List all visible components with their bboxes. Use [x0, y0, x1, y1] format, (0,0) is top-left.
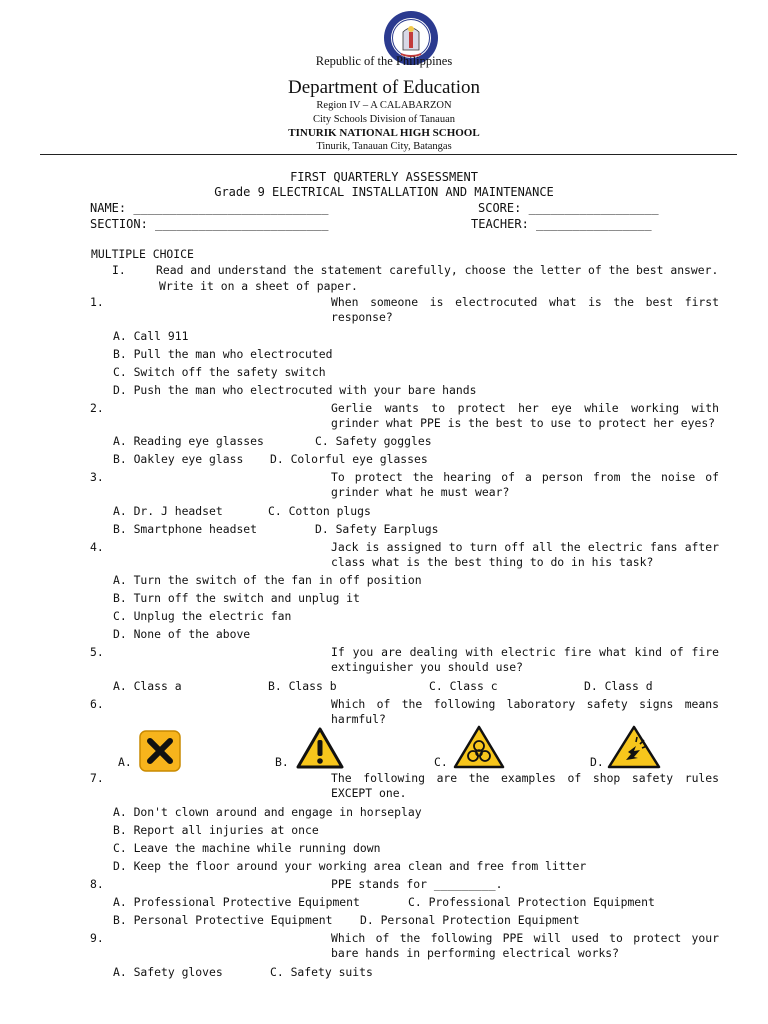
option-item: C. Safety suits — [270, 965, 373, 979]
question-number: 2. — [90, 401, 104, 415]
option-item: A. Turn the switch of the fan in off position — [113, 573, 422, 587]
option-item: B. Turn off the switch and unplug it — [113, 591, 360, 605]
option-item: C. Safety goggles — [315, 434, 432, 448]
department-title: Department of Education — [287, 77, 481, 98]
option-item: A. Don't clown around and engage in horseplay — [113, 805, 422, 819]
option-item: D. Colorful eye glasses — [270, 452, 428, 466]
name-field[interactable]: NAME: ___________________________ — [90, 201, 329, 215]
question-text: Which of the following PPE will used to protect your bare hands in performing electrical works? — [331, 931, 719, 960]
option-item: B. Personal Protective Equipment — [113, 913, 333, 927]
option-item: C. Leave the machine while running down — [113, 841, 381, 855]
question-number: 8. — [90, 877, 104, 891]
option-item: D. — [590, 755, 604, 769]
republic-line: Republic of the Philippines — [315, 54, 453, 68]
question-number: 3. — [90, 470, 104, 484]
question-text: Gerlie wants to protect her eye while working with grinder what PPE is the best to use to protect her eyes? — [331, 401, 719, 430]
option-item: D. None of the above — [113, 627, 251, 641]
question-number: 7. — [90, 771, 104, 785]
option-item: C. Class c — [429, 679, 498, 693]
option-item: B. Report all injuries at once — [113, 823, 319, 837]
option-item: A. Call 911 — [113, 329, 189, 343]
option-item: A. Dr. J headset — [113, 504, 223, 518]
biohazard-icon — [452, 724, 506, 770]
question-number: 6. — [90, 697, 104, 711]
option-item: C. — [434, 755, 448, 769]
exam-subject: Grade 9 ELECTRICAL INSTALLATION AND MAINTENANCE — [214, 185, 554, 199]
option-item: D. Safety Earplugs — [315, 522, 439, 536]
option-item: B. Pull the man who electrocuted — [113, 347, 333, 361]
question-text: When someone is electrocuted what is the best first response? — [331, 295, 719, 324]
question-number: 5. — [90, 645, 104, 659]
option-item: D. Class d — [584, 679, 653, 693]
option-item: A. Safety gloves — [113, 965, 223, 979]
question-text: To protect the hearing of a person from the noise of grinder what he must wear? — [331, 470, 719, 499]
option-item: C. Switch off the safety switch — [113, 365, 326, 379]
option-item: A. Professional Protective Equipment — [113, 895, 360, 909]
option-item: C. Professional Protection Equipment — [408, 895, 655, 909]
question-text: Jack is assigned to turn off all the electric fans after class what is the best thing to do in his task? — [331, 540, 719, 569]
section-field[interactable]: SECTION: ________________________ — [90, 217, 329, 231]
question-number: 4. — [90, 540, 104, 554]
section-type: MULTIPLE CHOICE — [91, 247, 194, 261]
instruction-line-1: Read and understand the statement carefully, choose the letter of the best answer. — [156, 263, 719, 277]
option-item: B. Smartphone headset — [113, 522, 258, 536]
option-item: B. — [275, 755, 289, 769]
option-item: A. Reading eye glasses — [113, 434, 264, 448]
school-address: Tinurik, Tanauan City, Batangas — [316, 141, 452, 152]
instruction-line-2: Write it on a sheet of paper. — [159, 279, 358, 293]
option-item: C. Cotton plugs — [268, 504, 371, 518]
question-number: 9. — [90, 931, 104, 945]
question-text: If you are dealing with electric fire what kind of fire extinguisher you should use? — [331, 645, 719, 674]
option-item: C. Unplug the electric fan — [113, 609, 292, 623]
division-line: City Schools Division of Tanauan — [313, 114, 455, 125]
region-line: Region IV – A CALABARZON — [316, 100, 452, 111]
question-text: The following are the examples of shop safety rules EXCEPT one. — [331, 771, 719, 800]
header-divider — [40, 154, 737, 155]
harmful-x-icon — [137, 728, 183, 774]
school-name: TINURIK NATIONAL HIGH SCHOOL — [288, 127, 480, 139]
score-field[interactable]: SCORE: __________________ — [478, 201, 659, 215]
question-text: PPE stands for _________. — [331, 877, 503, 891]
exclamation-warning-icon — [295, 726, 345, 770]
option-item: A. — [118, 755, 132, 769]
exam-title: FIRST QUARTERLY ASSESSMENT — [290, 170, 478, 184]
question-number: 1. — [90, 295, 104, 309]
explosive-icon — [606, 724, 662, 770]
option-item: B. Class b — [268, 679, 337, 693]
option-item: D. Push the man who electrocuted with your bare hands — [113, 383, 477, 397]
option-item: B. Oakley eye glass — [113, 452, 244, 466]
option-item: A. Class a — [113, 679, 182, 693]
option-item: D. Keep the floor around your working area clean and free from litter — [113, 859, 587, 873]
teacher-field[interactable]: TEACHER: ________________ — [471, 217, 652, 231]
option-item: D. Personal Protection Equipment — [360, 913, 580, 927]
section-roman: I. — [112, 263, 126, 277]
question-text: Which of the following laboratory safety signs means harmful? — [331, 697, 719, 726]
